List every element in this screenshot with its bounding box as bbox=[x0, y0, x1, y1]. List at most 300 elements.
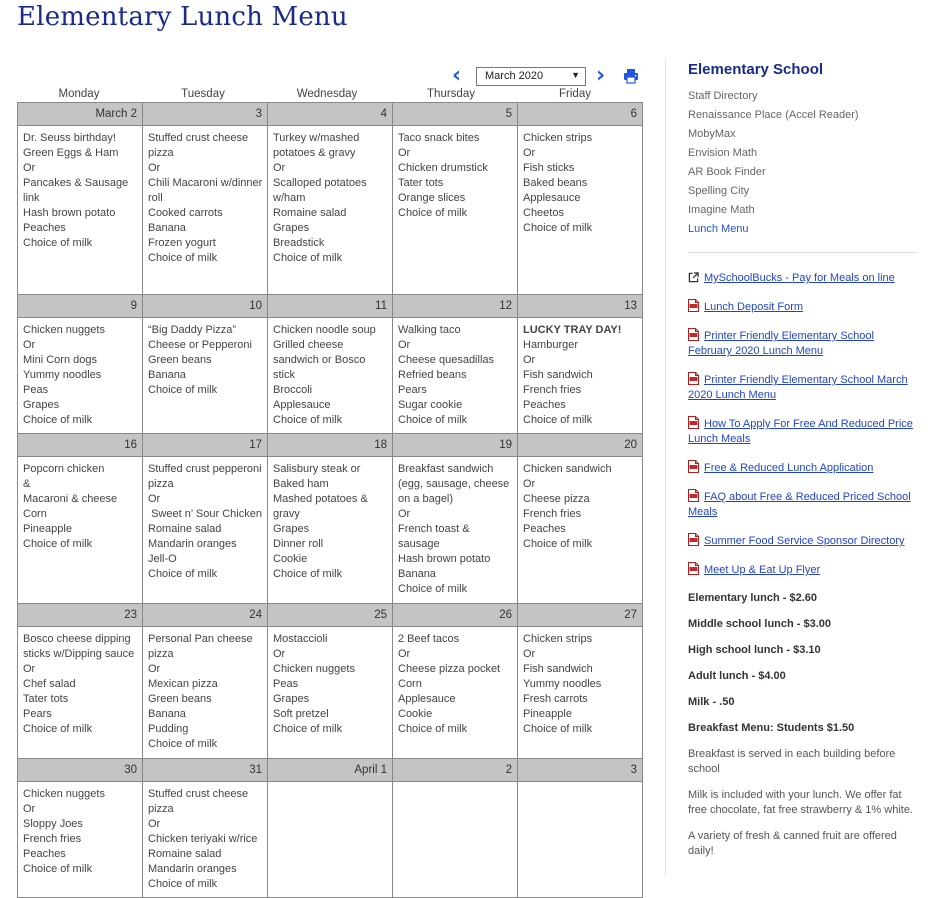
menu-item: Personal Pan cheese pizza bbox=[148, 633, 256, 660]
document-link-label: MySchoolBucks - Pay for Meals on line bbox=[704, 272, 895, 284]
menu-item: Dinner roll bbox=[273, 538, 324, 550]
menu-item: Or bbox=[23, 339, 36, 351]
menu-item: Choice of milk bbox=[148, 878, 218, 890]
price-item: High school lunch - $3.10 bbox=[688, 644, 821, 656]
menu-item: Romaine salad bbox=[148, 523, 222, 535]
pdf-icon bbox=[688, 372, 699, 385]
menu-item: Pancakes & Sausage link bbox=[23, 177, 132, 204]
document-link[interactable] bbox=[688, 299, 920, 315]
menu-item: Banana bbox=[148, 369, 186, 381]
day-cell-thursday bbox=[393, 627, 518, 759]
menu-item: Pudding bbox=[148, 723, 189, 735]
pdf-icon bbox=[688, 416, 699, 429]
menu-item: Soft pretzel bbox=[273, 708, 329, 720]
day-menu bbox=[518, 457, 642, 556]
menu-item: Peaches bbox=[23, 848, 66, 860]
menu-item: Jell-O bbox=[148, 553, 177, 565]
menu-item: Bosco cheese dipping sticks w/Dipping sauce bbox=[23, 633, 135, 660]
sidebar-nav-item[interactable]: Staff Directory bbox=[688, 90, 758, 102]
menu-item: Or bbox=[523, 478, 536, 490]
day-header-cell bbox=[143, 759, 268, 782]
day-menu bbox=[518, 782, 642, 791]
menu-item: Romaine salad bbox=[148, 848, 222, 860]
menu-item: Mandarin oranges bbox=[148, 863, 237, 875]
day-header-cell bbox=[393, 604, 518, 627]
day-date: 12 bbox=[393, 295, 517, 317]
menu-item: Mandarin oranges bbox=[148, 538, 237, 550]
document-link-label: Meet Up & Eat Up Flyer bbox=[704, 564, 821, 576]
pdf-icon bbox=[688, 533, 699, 546]
day-date: 30 bbox=[18, 759, 142, 781]
menu-item: Sloppy Joes bbox=[23, 818, 83, 830]
day-cell-tuesday bbox=[143, 318, 268, 434]
sidebar-nav-item[interactable]: MobyMax bbox=[688, 128, 736, 140]
menu-item: Pears bbox=[398, 384, 427, 396]
price-item: Middle school lunch - $3.00 bbox=[688, 618, 832, 630]
document-link[interactable] bbox=[688, 271, 920, 286]
day-date: April 1 bbox=[268, 759, 392, 781]
menu-item: & bbox=[23, 478, 31, 490]
menu-item: Choice of milk bbox=[148, 568, 218, 580]
document-links bbox=[688, 271, 920, 578]
document-link-label: Printer Friendly Elementary School February 2020 Lunch Menu bbox=[688, 330, 874, 357]
menu-item: Green beans bbox=[148, 693, 212, 705]
pdf-icon bbox=[688, 562, 699, 575]
day-header-cell bbox=[18, 604, 143, 627]
day-cell-friday bbox=[518, 126, 643, 295]
day-cell-wednesday bbox=[268, 126, 393, 295]
menu-item: Green beans bbox=[148, 354, 212, 366]
day-header-cell bbox=[393, 759, 518, 782]
pdf-icon bbox=[688, 489, 699, 502]
document-link[interactable] bbox=[688, 562, 920, 578]
day-menu bbox=[143, 318, 267, 402]
day-header-cell bbox=[18, 103, 143, 126]
day-date: 24 bbox=[143, 604, 267, 626]
sidebar-title: Elementary School bbox=[688, 61, 824, 78]
menu-item: Or bbox=[523, 147, 536, 159]
day-header-cell bbox=[518, 434, 643, 457]
menu-item: Fish sticks bbox=[523, 162, 575, 174]
menu-item: Mini Corn dogs bbox=[23, 354, 97, 366]
menu-item: Or bbox=[398, 147, 411, 159]
menu-item: Chicken strips bbox=[523, 633, 593, 645]
menu-item: French fries bbox=[523, 384, 582, 396]
day-menu bbox=[268, 782, 392, 791]
day-header-cell bbox=[518, 295, 643, 318]
menu-item: Chef salad bbox=[23, 678, 76, 690]
menu-item: Chicken noodle soup bbox=[273, 324, 376, 336]
day-menu bbox=[18, 126, 142, 255]
menu-item: Baked beans bbox=[523, 177, 588, 189]
price-item: Breakfast Menu: Students $1.50 bbox=[688, 722, 855, 734]
day-header-cell bbox=[18, 759, 143, 782]
day-header-cell bbox=[518, 103, 643, 126]
menu-item: Choice of milk bbox=[273, 568, 343, 580]
menu-item: Chili Macaroni w/dinner roll bbox=[148, 177, 266, 204]
document-link[interactable] bbox=[688, 328, 920, 359]
day-cell-friday bbox=[518, 627, 643, 759]
day-cell-tuesday bbox=[143, 126, 268, 295]
menu-item: LUCKY TRAY DAY! bbox=[523, 324, 622, 336]
sidebar-nav-item[interactable]: AR Book Finder bbox=[688, 166, 766, 178]
week-row bbox=[18, 126, 643, 295]
menu-item: Or bbox=[148, 493, 161, 505]
menu-item: Chicken nuggets bbox=[23, 788, 105, 800]
menu-item: Walking taco bbox=[398, 324, 461, 336]
week-header-row bbox=[18, 434, 643, 457]
menu-item: Sugar cookie bbox=[398, 399, 463, 411]
day-menu bbox=[268, 627, 392, 741]
menu-item: Or bbox=[23, 663, 36, 675]
day-date: 10 bbox=[143, 295, 267, 317]
next-month-icon[interactable]: › bbox=[596, 63, 606, 88]
price-list bbox=[688, 591, 920, 735]
day-date: 6 bbox=[518, 103, 642, 125]
day-date: 26 bbox=[393, 604, 517, 626]
day-date: 18 bbox=[268, 434, 392, 456]
day-date: 5 bbox=[393, 103, 517, 125]
menu-item: Choice of milk bbox=[523, 414, 593, 426]
menu-item: Yummy noodles bbox=[23, 369, 102, 381]
day-cell-monday bbox=[18, 782, 143, 898]
week-row bbox=[18, 457, 643, 604]
menu-item: Choice of milk bbox=[523, 538, 593, 550]
menu-item: Hash brown potato bbox=[23, 207, 116, 219]
day-header-cell bbox=[268, 103, 393, 126]
day-date: 16 bbox=[18, 434, 142, 456]
info-note: A variety of fresh & canned fruit are offered daily! bbox=[688, 830, 897, 857]
menu-item: Grapes bbox=[23, 399, 60, 411]
day-cell-wednesday bbox=[268, 318, 393, 434]
day-date: 2 bbox=[393, 759, 517, 781]
week-header-row bbox=[18, 103, 643, 126]
day-date: March 2 bbox=[18, 103, 142, 125]
menu-item: Grapes bbox=[273, 693, 310, 705]
menu-item: Peaches bbox=[523, 523, 566, 535]
week-header-row bbox=[18, 604, 643, 627]
menu-item: Choice of milk bbox=[148, 384, 218, 396]
menu-item: Taco snack bites bbox=[398, 132, 480, 144]
menu-item: Choice of milk bbox=[273, 414, 343, 426]
day-menu bbox=[143, 457, 267, 586]
menu-item: Peaches bbox=[523, 399, 566, 411]
week-row bbox=[18, 782, 643, 898]
menu-item: Breakfast sandwich (egg, sausage, cheese on a bagel) bbox=[398, 463, 513, 505]
menu-item: Banana bbox=[398, 568, 436, 580]
menu-item: Popcorn chicken bbox=[23, 463, 105, 475]
menu-item: Turkey w/mashed potatoes & gravy bbox=[273, 132, 363, 159]
menu-item: Or bbox=[148, 818, 161, 830]
document-link-label: FAQ about Free & Reduced Priced School Meals bbox=[688, 491, 911, 518]
price-item: Adult lunch - $4.00 bbox=[688, 670, 786, 682]
day-date: 27 bbox=[518, 604, 642, 626]
sidebar bbox=[688, 60, 920, 870]
menu-item: Macaroni & cheese bbox=[23, 493, 118, 505]
menu-item: Applesauce bbox=[398, 693, 456, 705]
document-link[interactable] bbox=[688, 533, 920, 549]
menu-item: Cheese or Pepperoni bbox=[148, 339, 252, 351]
menu-item: Applesauce bbox=[273, 399, 331, 411]
day-date: 17 bbox=[143, 434, 267, 456]
document-link[interactable] bbox=[688, 372, 920, 403]
menu-item: Chicken nuggets bbox=[23, 324, 105, 336]
day-menu bbox=[518, 627, 642, 741]
menu-item: Stuffed crust cheese pizza bbox=[148, 132, 252, 159]
menu-item: Choice of milk bbox=[23, 414, 93, 426]
column-divider bbox=[665, 58, 666, 876]
menu-item: Choice of milk bbox=[148, 252, 218, 264]
day-menu bbox=[268, 457, 392, 586]
day-menu bbox=[518, 318, 642, 432]
menu-item: 2 Beef tacos bbox=[398, 633, 460, 645]
menu-item: Fresh carrots bbox=[523, 693, 588, 705]
day-menu bbox=[393, 782, 517, 791]
day-header-cell bbox=[393, 103, 518, 126]
day-date: 31 bbox=[143, 759, 267, 781]
menu-item: Choice of milk bbox=[523, 222, 593, 234]
notes bbox=[688, 747, 920, 859]
menu-item: Chicken drumstick bbox=[398, 162, 488, 174]
menu-item: Or bbox=[398, 648, 411, 660]
day-cell-friday bbox=[518, 457, 643, 604]
menu-item: Breadstick bbox=[273, 237, 325, 249]
menu-item: Or bbox=[148, 663, 161, 675]
menu-item: Chicken strips bbox=[523, 132, 593, 144]
menu-item: Pineapple bbox=[23, 523, 72, 535]
day-date: 20 bbox=[518, 434, 642, 456]
menu-item: Corn bbox=[23, 508, 47, 520]
day-cell-thursday bbox=[393, 457, 518, 604]
document-link-label: Printer Friendly Elementary School March 2020 Lunch Menu bbox=[688, 374, 908, 401]
menu-item: Dr. Seuss birthday! bbox=[23, 132, 116, 144]
month-select[interactable] bbox=[476, 67, 586, 86]
menu-item: Choice of milk bbox=[273, 723, 343, 735]
menu-item: Broccoli bbox=[273, 384, 313, 396]
sidebar-divider bbox=[688, 252, 917, 253]
document-link[interactable] bbox=[688, 460, 920, 476]
day-menu bbox=[393, 318, 517, 432]
week-row bbox=[18, 627, 643, 759]
menu-item: Choice of milk bbox=[273, 252, 343, 264]
menu-item: Cheese pizza pocket bbox=[398, 663, 501, 675]
day-menu bbox=[18, 782, 142, 881]
day-menu bbox=[18, 627, 142, 741]
menu-item: French toast & sausage bbox=[398, 523, 473, 550]
menu-item: Or bbox=[398, 508, 411, 520]
menu-item: Choice of milk bbox=[398, 207, 468, 219]
menu-item: Choice of milk bbox=[23, 863, 93, 875]
day-header-cell bbox=[268, 759, 393, 782]
day-menu bbox=[268, 126, 392, 270]
menu-item: Mexican pizza bbox=[148, 678, 218, 690]
menu-item: Chicken nuggets bbox=[273, 663, 355, 675]
print-icon[interactable] bbox=[623, 68, 639, 84]
sidebar-nav-item[interactable]: Imagine Math bbox=[688, 204, 755, 216]
day-cell-wednesday bbox=[268, 782, 393, 898]
menu-item: Choice of milk bbox=[23, 723, 93, 735]
day-cell-thursday bbox=[393, 318, 518, 434]
menu-item: Tater tots bbox=[23, 693, 69, 705]
menu-item: Choice of milk bbox=[148, 738, 218, 750]
menu-item: French fries bbox=[23, 833, 82, 845]
menu-item: Choice of milk bbox=[523, 723, 593, 735]
day-cell-monday bbox=[18, 627, 143, 759]
menu-item: French fries bbox=[523, 508, 582, 520]
menu-item: Cheese pizza bbox=[523, 493, 590, 505]
day-cell-wednesday bbox=[268, 627, 393, 759]
day-date: 11 bbox=[268, 295, 392, 317]
price-item: Milk - .50 bbox=[688, 696, 735, 708]
day-menu bbox=[393, 457, 517, 601]
menu-item: Choice of milk bbox=[398, 583, 468, 595]
day-header-cell bbox=[393, 434, 518, 457]
day-cell-monday bbox=[18, 126, 143, 295]
sidebar-nav-item[interactable]: Lunch Menu bbox=[688, 223, 749, 235]
menu-item: Salisbury steak or Baked ham bbox=[273, 463, 364, 490]
day-header-cell bbox=[143, 604, 268, 627]
day-date: 25 bbox=[268, 604, 392, 626]
menu-item: Stuffed crust cheese pizza bbox=[148, 788, 252, 815]
menu-item: Or bbox=[273, 162, 286, 174]
day-header-cell bbox=[18, 295, 143, 318]
menu-item: Cheese quesadillas bbox=[398, 354, 495, 366]
menu-item: Fish sandwich bbox=[523, 369, 593, 381]
day-date: 9 bbox=[18, 295, 142, 317]
document-link-label: How To Apply For Free And Reduced Price Lunch Meals bbox=[688, 418, 913, 445]
document-link[interactable] bbox=[688, 416, 920, 447]
sidebar-nav-item[interactable]: Envision Math bbox=[688, 147, 758, 159]
menu-item: Cookie bbox=[398, 708, 433, 720]
day-date: 13 bbox=[518, 295, 642, 317]
menu-item: Applesauce bbox=[523, 192, 581, 204]
menu-item: Peas bbox=[273, 678, 299, 690]
menu-item: Corn bbox=[398, 678, 422, 690]
day-cell-friday bbox=[518, 318, 643, 434]
external-link-icon bbox=[688, 272, 699, 285]
menu-item: Cookie bbox=[273, 553, 308, 565]
menu-item: Choice of milk bbox=[23, 538, 93, 550]
menu-item: Grilled cheese sandwich or Bosco stick bbox=[273, 339, 369, 381]
day-date: 3 bbox=[143, 103, 267, 125]
menu-item: Or bbox=[23, 803, 36, 815]
menu-item: Hamburger bbox=[523, 339, 579, 351]
menu-item: Choice of milk bbox=[398, 414, 468, 426]
menu-item: Choice of milk bbox=[23, 237, 93, 249]
day-header-cell bbox=[518, 604, 643, 627]
pdf-icon bbox=[688, 328, 699, 341]
calendar-nav bbox=[452, 63, 642, 88]
day-header-cell bbox=[143, 434, 268, 457]
day-menu bbox=[143, 627, 267, 756]
week-header-row bbox=[18, 759, 643, 782]
menu-item: Green Eggs & Ham bbox=[23, 147, 119, 159]
menu-item: Cheetos bbox=[523, 207, 564, 219]
day-cell-thursday bbox=[393, 126, 518, 295]
document-link[interactable] bbox=[688, 489, 920, 520]
day-header-cell bbox=[393, 295, 518, 318]
day-header-cell bbox=[143, 295, 268, 318]
sidebar-nav-item[interactable]: Spelling City bbox=[688, 185, 750, 197]
day-menu bbox=[18, 457, 142, 556]
day-date: 23 bbox=[18, 604, 142, 626]
menu-item: Tater tots bbox=[398, 177, 444, 189]
menu-item: Scalloped potatoes w/ham bbox=[273, 177, 370, 204]
sidebar-nav bbox=[688, 87, 920, 239]
week-row bbox=[18, 318, 643, 434]
info-note: Milk is included with your lunch. We offer fat free chocolate, fat free strawberry & 1% white. bbox=[688, 789, 913, 816]
day-header-cell bbox=[518, 759, 643, 782]
menu-item: Mostaccioli bbox=[273, 633, 328, 645]
day-menu bbox=[143, 126, 267, 270]
menu-item: Or bbox=[148, 162, 161, 174]
day-cell-monday bbox=[18, 318, 143, 434]
day-date: 19 bbox=[393, 434, 517, 456]
menu-item: Grapes bbox=[273, 222, 310, 234]
day-cell-tuesday bbox=[143, 457, 268, 604]
pdf-icon bbox=[688, 460, 699, 473]
menu-item: Mashed potatoes & gravy bbox=[273, 493, 371, 520]
caret-down-icon: ▼ bbox=[571, 70, 580, 80]
menu-item: Fish sandwich bbox=[523, 663, 593, 675]
previous-month-icon[interactable]: ‹ bbox=[452, 63, 462, 88]
day-menu bbox=[18, 318, 142, 432]
price-item: Elementary lunch - $2.60 bbox=[688, 592, 817, 604]
menu-item: Choice of milk bbox=[398, 723, 468, 735]
menu-item: Peas bbox=[23, 384, 49, 396]
day-cell-tuesday bbox=[143, 782, 268, 898]
document-link-label: Lunch Deposit Form bbox=[704, 301, 804, 313]
day-cell-monday bbox=[18, 457, 143, 604]
menu-item: Peaches bbox=[23, 222, 66, 234]
menu-item: Banana bbox=[148, 222, 186, 234]
document-link-label: Free & Reduced Lunch Application bbox=[704, 462, 874, 474]
menu-item: Refried beans bbox=[398, 369, 467, 381]
menu-item: Pears bbox=[23, 708, 52, 720]
day-cell-friday bbox=[518, 782, 643, 898]
week-header-row bbox=[18, 295, 643, 318]
menu-item: Romaine salad bbox=[273, 207, 347, 219]
document-link-label: Summer Food Service Sponsor Directory bbox=[704, 535, 905, 547]
day-cell-wednesday bbox=[268, 457, 393, 604]
menu-item: Stuffed crust pepperoni pizza bbox=[148, 463, 265, 490]
weekday-wednesday: Wednesday bbox=[296, 88, 358, 100]
menu-item: “Big Daddy Pizza” bbox=[148, 324, 237, 336]
menu-item: Pineapple bbox=[523, 708, 572, 720]
menu-item: Cooked carrots bbox=[148, 207, 223, 219]
day-menu bbox=[143, 782, 267, 896]
weekday-header bbox=[17, 88, 638, 102]
menu-item: Or bbox=[523, 354, 536, 366]
day-header-cell bbox=[268, 604, 393, 627]
sidebar-nav-item[interactable]: Renaissance Place (Accel Reader) bbox=[688, 109, 859, 121]
lunch-calendar bbox=[17, 102, 643, 898]
day-header-cell bbox=[268, 434, 393, 457]
day-cell-thursday bbox=[393, 782, 518, 898]
menu-item: Chicken teriyaki w/rice bbox=[148, 833, 258, 845]
menu-item: Chicken sandwich bbox=[523, 463, 612, 475]
day-header-cell bbox=[143, 103, 268, 126]
month-select-value: March 2020 bbox=[485, 70, 544, 82]
day-menu bbox=[393, 126, 517, 225]
menu-item: Or bbox=[523, 648, 536, 660]
menu-item: Grapes bbox=[273, 523, 310, 535]
menu-item: Or bbox=[23, 162, 36, 174]
menu-item: Banana bbox=[148, 708, 186, 720]
menu-item: Orange slices bbox=[398, 192, 466, 204]
day-cell-tuesday bbox=[143, 627, 268, 759]
day-menu bbox=[393, 627, 517, 741]
